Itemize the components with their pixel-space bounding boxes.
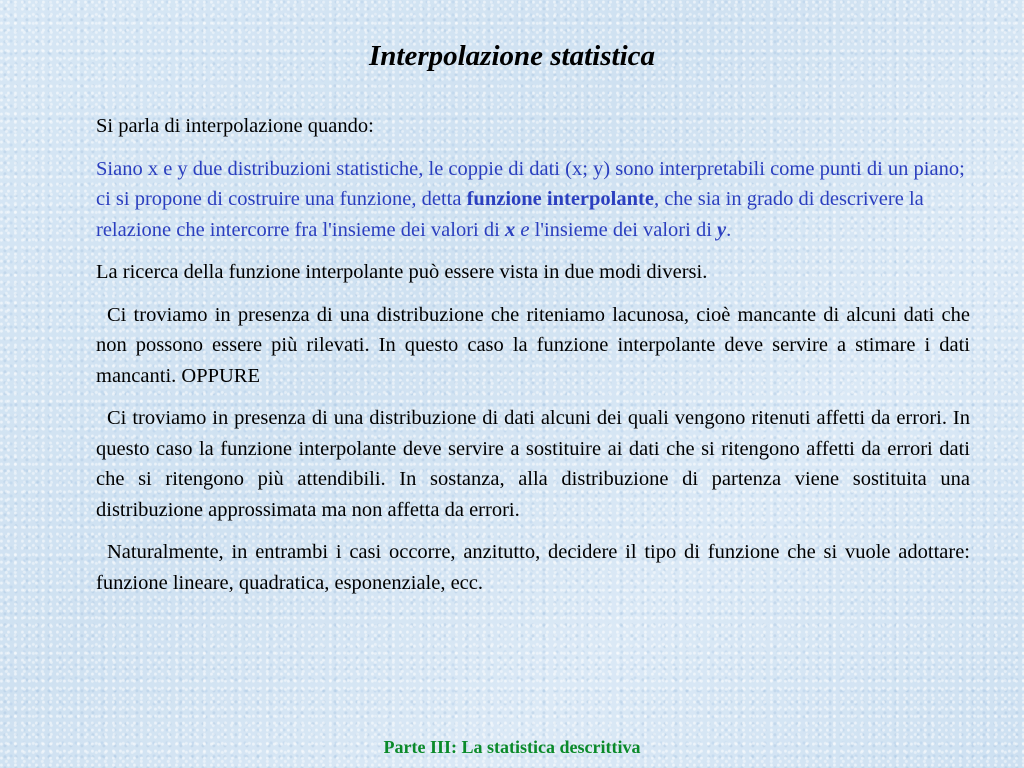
definition-conjunction: e [520,218,530,241]
slide-content [96,111,970,610]
intro-text: Si parla di interpolazione quando: [96,115,374,137]
slide-footer: Parte III: La statistica descrittiva [383,737,641,757]
paragraph-errors: Ci troviamo in presenza di una distribuzione di dati alcuni dei quali vengono ritenuti affetti da errori. In questo caso la funzione interpolante deve servire a sostituire ai dati che si ritengono affetti da errori dati che si ritengono più attendibili. In sostanza, alla distribuzione di partenza viene sostituita una distribuzione approssimata ma non affetta da errori. [96,407,970,521]
definition-var-x: x [504,218,516,241]
definition-paragraph [96,154,970,246]
definition-var-y: y [717,218,727,241]
definition-part2: , che sia in grado di descrivere la relazione che intercorre fra l'insieme dei valori di [96,188,924,241]
slide-title: Interpolazione statistica [368,40,655,72]
paragraph-lacunose: Ci troviamo in presenza di una distribuzione che riteniamo lacunosa, cioè mancante di alcuni dati che non possono essere più rilevati. In questo caso la funzione interpolante deve servire a stimare i dati mancanti. OPPURE [96,303,970,387]
paragraph-modes: La ricerca della funzione interpolante può essere vista in due modi diversi. [96,261,708,283]
paragraph-conclusion: Naturalmente, in entrambi i casi occorre, anzitutto, decidere il tipo di funzione che si vuole adottare: funzione lineare, quadratica, esponenziale, ecc. [96,541,970,594]
definition-bold-term: funzione interpolante [466,188,654,210]
definition-part1: Siano x e y due distribuzioni statistiche, le coppie di dati (x; y) sono interpretabili come punti di un piano; ci si propone di costruire una funzione, detta [96,157,965,210]
definition-part3: l'insieme dei valori di [529,218,718,241]
definition-end: . [726,218,732,241]
